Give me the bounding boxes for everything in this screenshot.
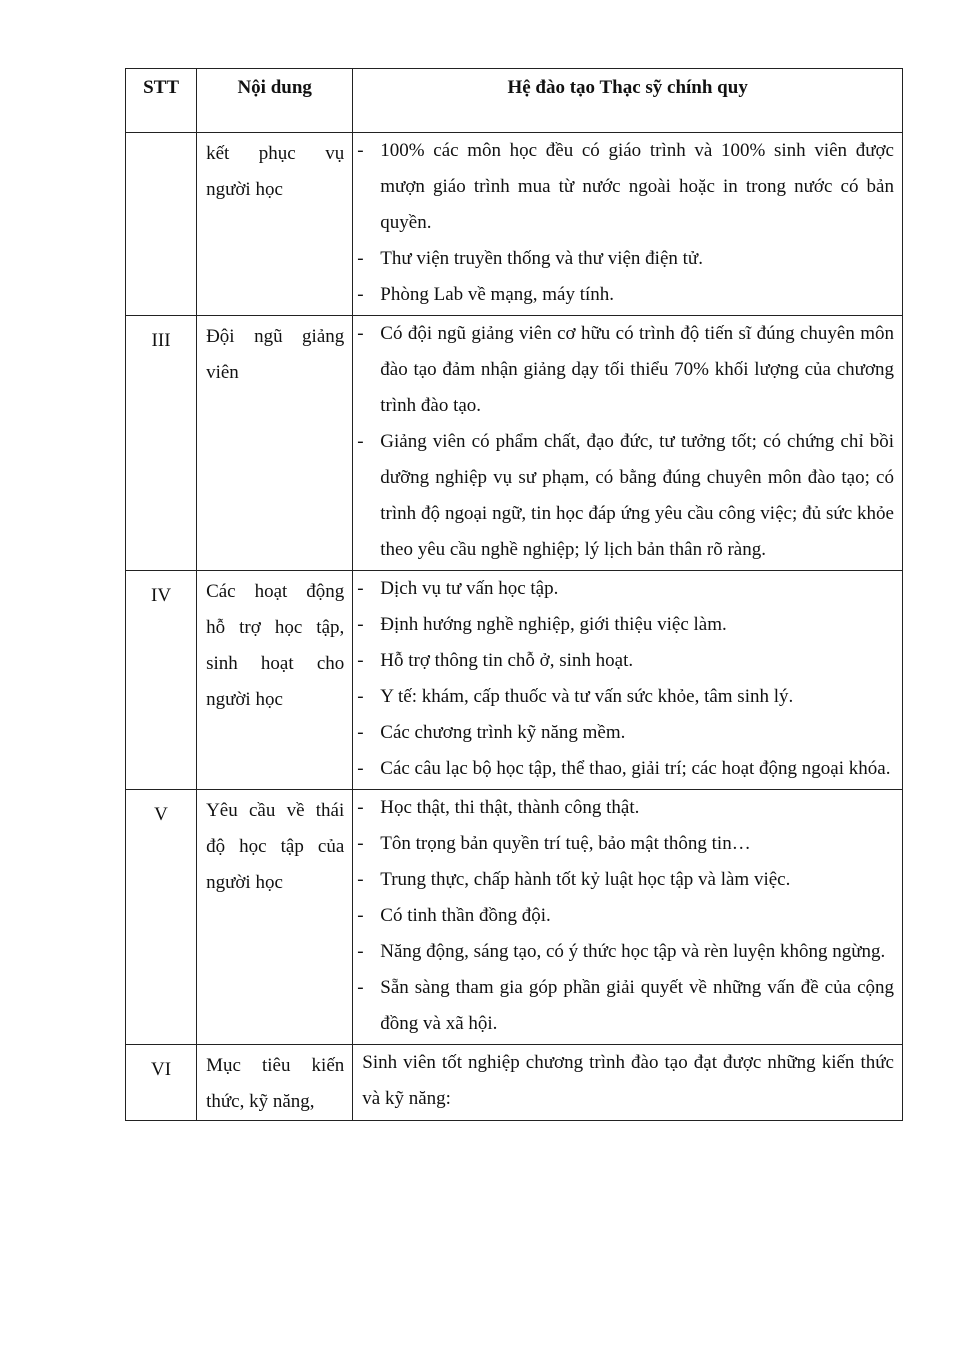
list-item bbox=[357, 679, 894, 715]
bullet-list bbox=[357, 133, 894, 313]
list-item-text: Học thật, thi thật, thành công thật. bbox=[380, 797, 640, 818]
table-row bbox=[126, 133, 903, 316]
row-description: Sinh viên tốt nghiệp chương trình đào tạo đạt được những kiến thức và kỹ năng: bbox=[362, 1052, 894, 1109]
row-stt bbox=[126, 133, 197, 316]
table-header-row bbox=[126, 69, 903, 133]
noi-dung-line: thức, kỹ năng, bbox=[206, 1091, 315, 1112]
noi-dung-line: người học bbox=[206, 179, 283, 200]
list-item-text: Năng động, sáng tạo, có ý thức học tập và rèn luyện không ngừng. bbox=[380, 941, 886, 962]
table-row bbox=[126, 790, 903, 1045]
dash-bullet-icon: - bbox=[357, 248, 364, 269]
dash-bullet-icon: - bbox=[357, 650, 364, 671]
list-item-text: Y tế: khám, cấp thuốc và tư vấn sức khỏe, tâm sinh lý. bbox=[380, 686, 794, 707]
list-item bbox=[357, 715, 894, 751]
list-item bbox=[357, 241, 894, 277]
dash-bullet-icon: - bbox=[357, 869, 364, 890]
list-item bbox=[357, 571, 894, 607]
list-item-text: Tôn trọng bản quyền trí tuệ, bảo mật thông tin… bbox=[380, 833, 751, 854]
table-row bbox=[126, 1045, 903, 1121]
noi-dung-line: sinh hoạt cho bbox=[206, 653, 345, 674]
row-stt: III bbox=[126, 316, 197, 571]
dash-bullet-icon: - bbox=[357, 140, 364, 161]
row-he-dao-tao bbox=[353, 571, 903, 790]
list-item-text: Các chương trình kỹ năng mềm. bbox=[380, 722, 626, 743]
noi-dung-line: kết phục vụ bbox=[206, 143, 345, 164]
header-stt: STT bbox=[126, 69, 197, 133]
bullet-list bbox=[357, 571, 894, 787]
list-item-text: Các câu lạc bộ học tập, thể thao, giải trí; các hoạt động ngoại khóa. bbox=[380, 758, 891, 779]
list-item bbox=[357, 751, 894, 787]
table-row bbox=[126, 571, 903, 790]
dash-bullet-icon: - bbox=[357, 941, 364, 962]
list-item bbox=[357, 862, 894, 898]
list-item bbox=[357, 607, 894, 643]
list-item-text: Hỗ trợ thông tin chỗ ở, sinh hoạt. bbox=[380, 650, 634, 671]
list-item bbox=[357, 643, 894, 679]
list-item bbox=[357, 898, 894, 934]
row-stt: VI bbox=[126, 1045, 197, 1121]
list-item-text: Giảng viên có phẩm chất, đạo đức, tư tưởng tốt; có chứng chỉ bồi dưỡng nghiệp vụ sư phạm, có bằng đúng chuyên môn đào tạo; có trình độ ngoại ngữ, tin học đáp ứng yêu cầu công việc; đủ sức khỏe theo yêu cầu nghề nghiệp; lý lịch bản thân rõ ràng. bbox=[380, 431, 894, 560]
row-noi-dung bbox=[197, 316, 353, 571]
header-he-dao-tao: Hệ đào tạo Thạc sỹ chính quy bbox=[353, 69, 903, 133]
list-item-text: Có đội ngũ giảng viên cơ hữu có trình độ tiến sĩ đúng chuyên môn đào tạo đảm nhận giảng dạy tối thiểu 70% khối lượng của chương trình đào tạo. bbox=[380, 323, 894, 416]
list-item bbox=[357, 970, 894, 1042]
noi-dung-line: Mục tiêu kiến bbox=[206, 1055, 345, 1076]
row-stt: IV bbox=[126, 571, 197, 790]
list-item-text: Dịch vụ tư vấn học tập. bbox=[380, 578, 559, 599]
list-item-text: Sẵn sàng tham gia góp phần giải quyết về những vấn đề của cộng đồng và xã hội. bbox=[380, 977, 894, 1034]
bullet-list bbox=[357, 790, 894, 1042]
header-noi-dung: Nội dung bbox=[197, 69, 353, 133]
program-table bbox=[125, 68, 903, 1121]
row-he-dao-tao bbox=[353, 133, 903, 316]
list-item-text: Thư viện truyền thống và thư viện điện tử. bbox=[380, 248, 703, 269]
dash-bullet-icon: - bbox=[357, 614, 364, 635]
list-item-text: 100% các môn học đều có giáo trình và 100% sinh viên được mượn giáo trình mua từ nước ngoài hoặc in trong nước có bản quyền. bbox=[380, 140, 894, 233]
dash-bullet-icon: - bbox=[357, 758, 364, 779]
noi-dung-line: viên bbox=[206, 362, 239, 383]
noi-dung-line: Yêu cầu về thái bbox=[206, 800, 345, 821]
dash-bullet-icon: - bbox=[357, 578, 364, 599]
table-row bbox=[126, 316, 903, 571]
row-stt: V bbox=[126, 790, 197, 1045]
noi-dung-line: hỗ trợ học tập, bbox=[206, 617, 345, 638]
list-item bbox=[357, 934, 894, 970]
noi-dung-line: Các hoạt động bbox=[206, 581, 345, 602]
bullet-list bbox=[357, 316, 894, 568]
list-item bbox=[357, 826, 894, 862]
list-item bbox=[357, 133, 894, 241]
row-noi-dung bbox=[197, 790, 353, 1045]
list-item bbox=[357, 424, 894, 568]
list-item-text: Trung thực, chấp hành tốt kỷ luật học tập và làm việc. bbox=[380, 869, 791, 890]
dash-bullet-icon: - bbox=[357, 797, 364, 818]
dash-bullet-icon: - bbox=[357, 686, 364, 707]
noi-dung-line: người học bbox=[206, 872, 283, 893]
noi-dung-line: Đội ngũ giảng bbox=[206, 326, 345, 347]
row-he-dao-tao bbox=[353, 790, 903, 1045]
noi-dung-line: độ học tập của bbox=[206, 836, 345, 857]
list-item bbox=[357, 316, 894, 424]
dash-bullet-icon: - bbox=[357, 323, 364, 344]
list-item-text: Định hướng nghề nghiệp, giới thiệu việc làm. bbox=[380, 614, 727, 635]
row-noi-dung bbox=[197, 1045, 353, 1121]
dash-bullet-icon: - bbox=[357, 905, 364, 926]
dash-bullet-icon: - bbox=[357, 833, 364, 854]
dash-bullet-icon: - bbox=[357, 722, 364, 743]
list-item-text: Có tinh thần đồng đội. bbox=[380, 905, 551, 926]
row-noi-dung bbox=[197, 133, 353, 316]
list-item-text: Phòng Lab về mạng, máy tính. bbox=[380, 284, 615, 305]
row-he-dao-tao bbox=[353, 316, 903, 571]
noi-dung-line: người học bbox=[206, 689, 283, 710]
dash-bullet-icon: - bbox=[357, 977, 364, 998]
dash-bullet-icon: - bbox=[357, 431, 364, 452]
dash-bullet-icon: - bbox=[357, 284, 364, 305]
row-he-dao-tao bbox=[353, 1045, 903, 1121]
list-item bbox=[357, 277, 894, 313]
list-item bbox=[357, 790, 894, 826]
row-noi-dung bbox=[197, 571, 353, 790]
